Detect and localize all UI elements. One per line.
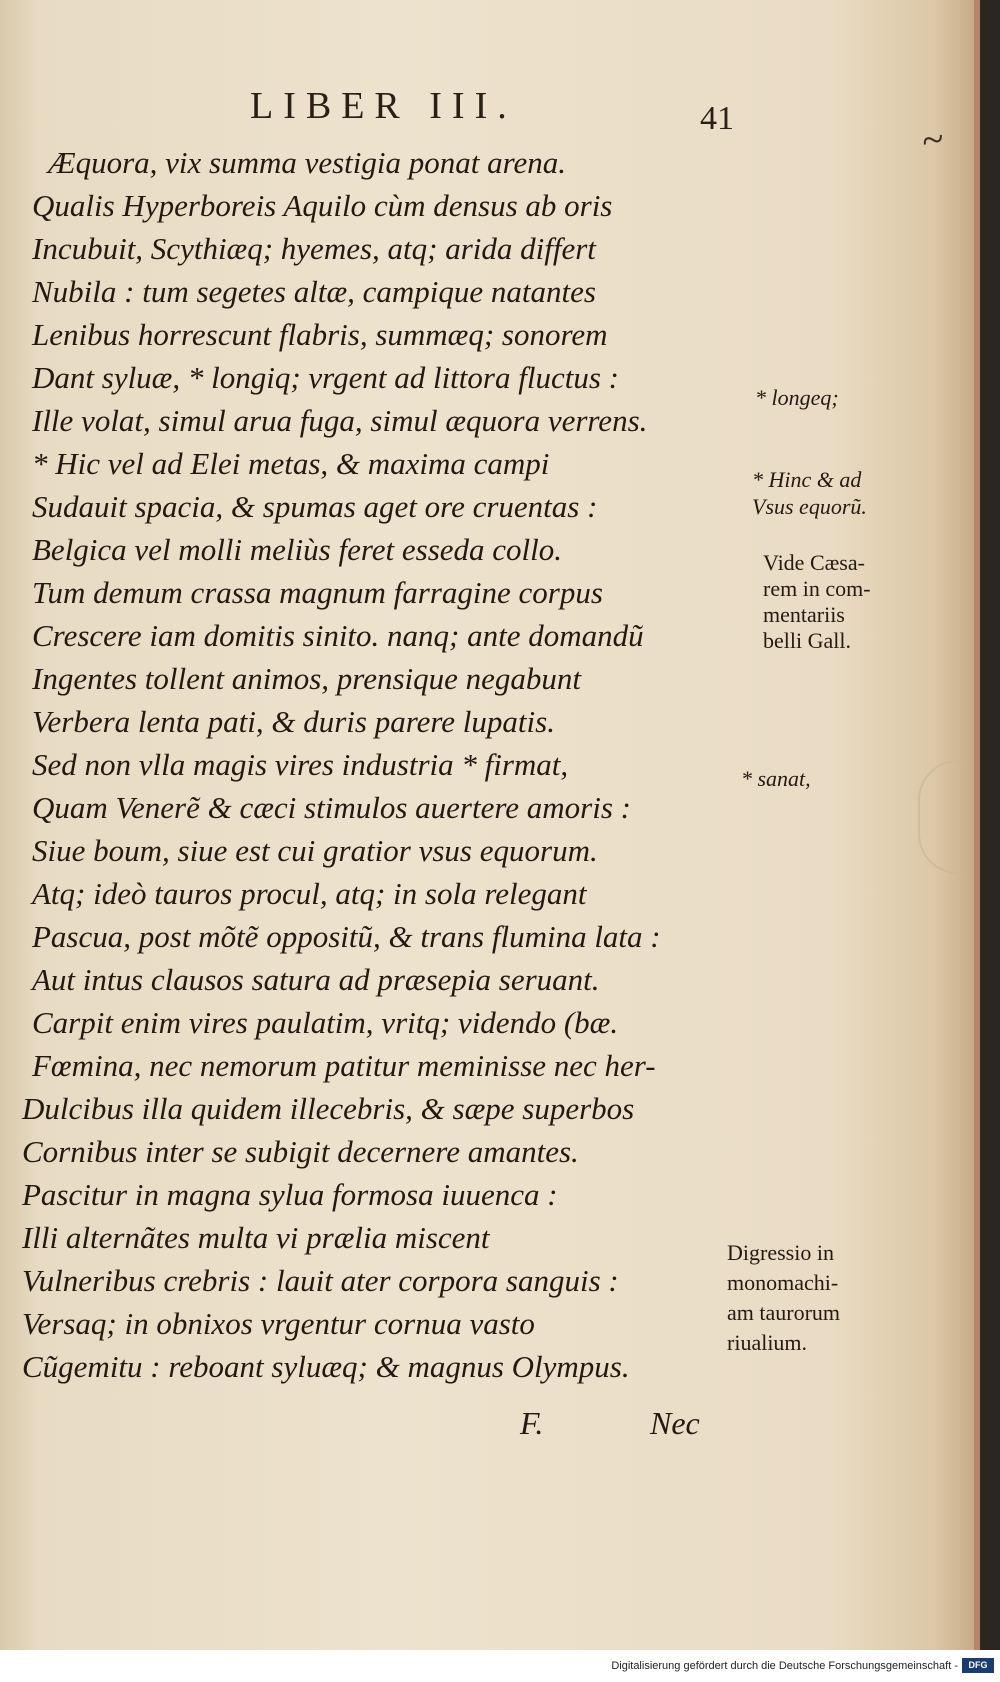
verse-line: Versaq; in obnixos vrgentur cornua vasto [22,1306,535,1341]
verse-line: Quam Venerẽ & cæci stimulos auertere amoris : [32,790,631,825]
verse-line: Ille volat, simul arua fuga, simul æquora verrens. [32,403,648,438]
margin-note-digressio [727,1238,840,1358]
page-number: 41 [700,100,734,137]
verse-line: Fœmina, nec nemorum patitur meminisse nec her- [32,1048,656,1083]
verse-line: Dulcibus illa quidem illecebris, & sæpe superbos [22,1091,635,1126]
verse-line: Sed non vlla magis vires industria * firmat, [32,747,569,782]
margin-note-longeq [755,384,839,411]
margin-note-vide [763,550,871,654]
margin-note-line: am taurorum [727,1300,841,1325]
verse-line: Carpit enim vires paulatim, vritq; videndo (bæ. [32,1005,619,1040]
verse-line: Lenibus horrescunt flabris, summæq; sonorem [32,317,608,352]
margin-note-line: mentariis [763,602,845,627]
margin-note-line: * longeq; [755,385,839,410]
verse-line: Vulneribus crebris : lauit ater corpora sanguis : [22,1263,619,1298]
verse-line: Belgica vel molli meliùs feret esseda collo. [32,532,563,567]
margin-mark: ~ [918,115,948,164]
margin-note-line: Vide Cæsa- [763,550,865,575]
verse-line: Tum demum crassa magnum farragine corpus [32,575,603,610]
margin-note-line: monomachi- [727,1270,839,1295]
verse-line: Dant syluæ, * longiq; vrgent ad littora fluctus : [32,360,619,395]
margin-note-line: Digressio in [727,1240,834,1265]
margin-note-hinc [752,466,867,520]
verse-line: Verbera lenta pati, & duris parere lupatis. [32,704,555,739]
verse-line: Siue boum, siue est cui gratior vsus equorum. [32,833,598,868]
margin-note-line: * Hinc & ad [752,467,862,492]
catchword: Nec [650,1405,700,1441]
verse-line: Cornibus inter se subigit decernere amantes. [22,1134,579,1169]
margin-note-line: * sanat, [741,766,811,791]
margin-note-line: riualium. [727,1330,808,1355]
verse-line: Qualis Hyperboreis Aquilo cùm densus ab oris [32,188,613,223]
footer-bar [0,1650,1000,1682]
verse-line: Sudauit spacia, & spumas aget ore cruentas : [32,489,598,524]
footer-credit: Digitalisierung gefördert durch die Deutsche Forschungsgemeinschaft - [611,1660,958,1672]
verse-line: Pascitur in magna sylua formosa iuuenca : [22,1177,558,1212]
verse-line: Cũgemitu : reboant syluæq; & magnus Olympus. [22,1349,630,1384]
verse-line: Illi alternãtes multa vi prælia miscent [22,1220,490,1255]
verse-line: Incubuit, Scythiæq; hyemes, atq; arida differt [32,231,596,266]
margin-note-line: rem in com- [763,576,871,601]
running-head: LIBER III. [250,85,517,127]
signature-mark: F. [520,1405,544,1441]
dfg-logo: DFG [962,1658,994,1673]
verse-line: * Hic vel ad Elei metas, & maxima campi [32,446,550,481]
margin-note-line: belli Gall. [763,628,851,653]
margin-note-sanat [741,765,811,792]
verse-line: Crescere iam domitis sinito. nanq; ante domandũ [32,618,644,653]
verse-line: Ingentes tollent animos, prensique negabunt [32,661,582,696]
margin-note-line: Vsus equorũ. [752,494,867,519]
verse-line: Aut intus clausos satura ad præsepia seruant. [32,962,600,997]
verse-line: Nubila : tum segetes altæ, campique natantes [32,274,596,309]
verse-line: Æquora, vix summa vestigia ponat arena. [48,145,567,180]
verse-line: Atq; ideò tauros procul, atq; in sola relegant [32,876,587,911]
verse-line: Pascua, post mõtẽ oppositũ, & trans flumina lata : [32,919,661,954]
